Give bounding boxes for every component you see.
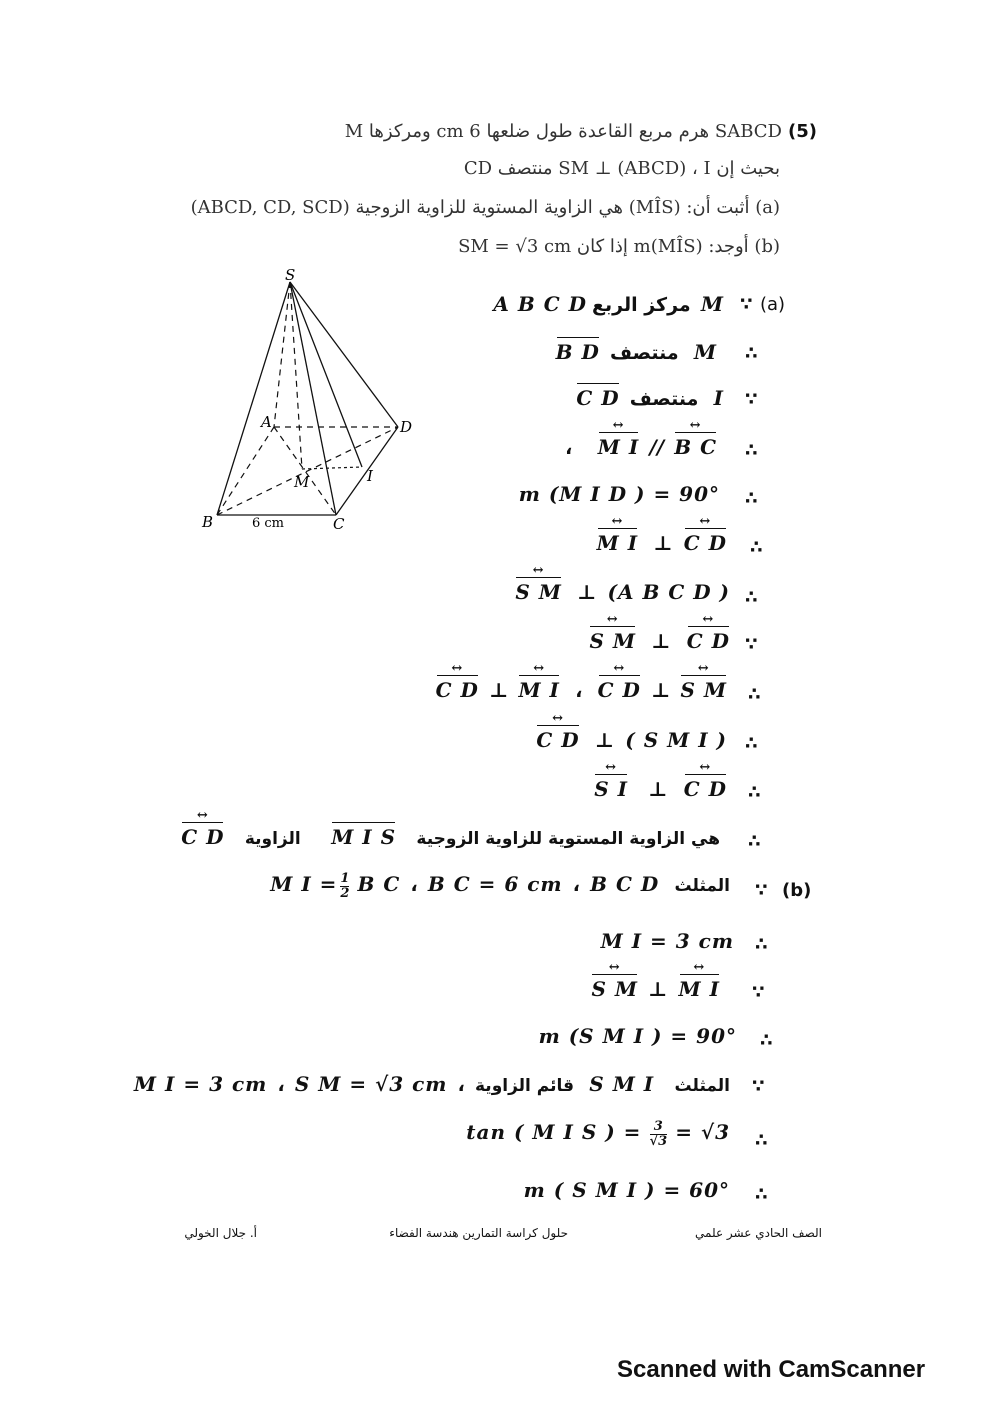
row-2: B D منتصف M [555, 340, 717, 364]
because-symbol: ∵ [740, 294, 753, 315]
row-15: S M ↔ ⊥ M I ↔ [591, 977, 720, 1001]
therefore-symbol: ∴ [748, 782, 761, 803]
row-11: S I ↔ ⊥ C D ↔ [594, 777, 727, 801]
label-side: 6 cm [252, 516, 285, 531]
row-8: S M ↔ ⊥ C D ↔ [589, 629, 730, 653]
therefore-symbol: ∴ [755, 1130, 768, 1151]
edge-sa [274, 282, 290, 427]
because-symbol: ∵ [745, 634, 758, 655]
footer-title: حلول كراسة التمارين هندسة الفضاء [389, 1226, 568, 1240]
row-14: M I = 3 cm [600, 929, 734, 953]
row-7: S M ↔ ⊥ (A B C D ) [515, 580, 730, 604]
edge-sb [217, 282, 290, 515]
footer-author: أ. جلال الخولي [184, 1226, 257, 1240]
therefore-symbol: ∴ [755, 934, 768, 955]
therefore-symbol: ∴ [748, 831, 761, 852]
edge-ba [217, 427, 274, 515]
label-s: S [285, 266, 296, 284]
row-16: m (S M I ) = 90° [538, 1024, 737, 1048]
therefore-symbol: ∴ [760, 1030, 773, 1051]
row-9: C D ↔ ⊥ M I ↔ ، C D ↔ ⊥ S M ↔ [436, 678, 727, 702]
row-17: M I = 3 cm ، S M = √3 cm ، قائم الزاوية S M I المثلث [133, 1072, 730, 1096]
label-m: M [294, 473, 310, 491]
therefore-symbol: ∴ [745, 488, 758, 509]
edge-si [290, 282, 362, 467]
row-3: C D منتصف I [576, 386, 724, 410]
part-b-label: (b) [782, 880, 812, 901]
row-1: A B C D مركز الربع M [493, 292, 724, 316]
pyramid-figure [190, 265, 430, 540]
label-i: I [367, 467, 373, 485]
therefore-symbol: ∴ [745, 440, 758, 461]
question-line-4: (b) أوجد: m(MÎS) إذا كان SM = √3 cm [458, 236, 780, 257]
therefore-symbol: ∴ [748, 684, 761, 705]
part-a-label: (a) [760, 294, 786, 315]
row-6: M I ↔ ⊥ C D ↔ [597, 531, 727, 555]
therefore-symbol: ∴ [745, 733, 758, 754]
question-line-1: SABCD هرم مربع القاعدة طول ضلعها 6 cm ومركزها M [344, 121, 782, 142]
therefore-symbol: ∴ [745, 343, 758, 364]
question-number: (5) [788, 121, 817, 142]
therefore-symbol: ∴ [755, 1184, 768, 1205]
row-19: m ( S M I ) = 60° [523, 1178, 730, 1202]
label-c: C [333, 515, 345, 533]
camscanner-watermark: Scanned with CamScanner [617, 1356, 926, 1383]
edge-sd [290, 282, 398, 427]
therefore-symbol: ∴ [750, 537, 763, 558]
because-symbol: ∵ [752, 982, 765, 1003]
label-a: A [261, 413, 272, 431]
row-13: M I = $\frac{1}{2}$ B C ، B C = 6 cm ، B C D المثلث [270, 871, 730, 901]
because-symbol: ∵ [752, 1076, 765, 1097]
footer-grade: الصف الحادي عشر علمي [695, 1226, 822, 1240]
label-b: B [202, 513, 214, 531]
because-symbol: ∵ [755, 880, 768, 901]
question-line-3: (a) أثبت أن: (MÎS) هي الزاوية المستوية للزاوية الزوجية (ABCD, CD, SCD) [190, 197, 780, 218]
row-5: m (M I D ) = 90° [518, 482, 720, 506]
question-line-2: بحيث إن SM ⊥ (ABCD) ، I منتصف CD [463, 158, 780, 179]
because-symbol: ∵ [745, 389, 758, 410]
row-18: tan ( M I S ) = $\frac{3}{√3}$ = √3 [466, 1119, 730, 1149]
row-10: C D ↔ ⊥ ( S M I ) [536, 728, 727, 752]
label-d: D [400, 418, 413, 436]
row-4: ، M I ↔ // B C ↔ [565, 435, 717, 459]
therefore-symbol: ∴ [745, 587, 758, 608]
row-12: C D ↔ هي الزاوية المستوية للزاوية الزوجية M I S الزاوية [181, 825, 720, 849]
